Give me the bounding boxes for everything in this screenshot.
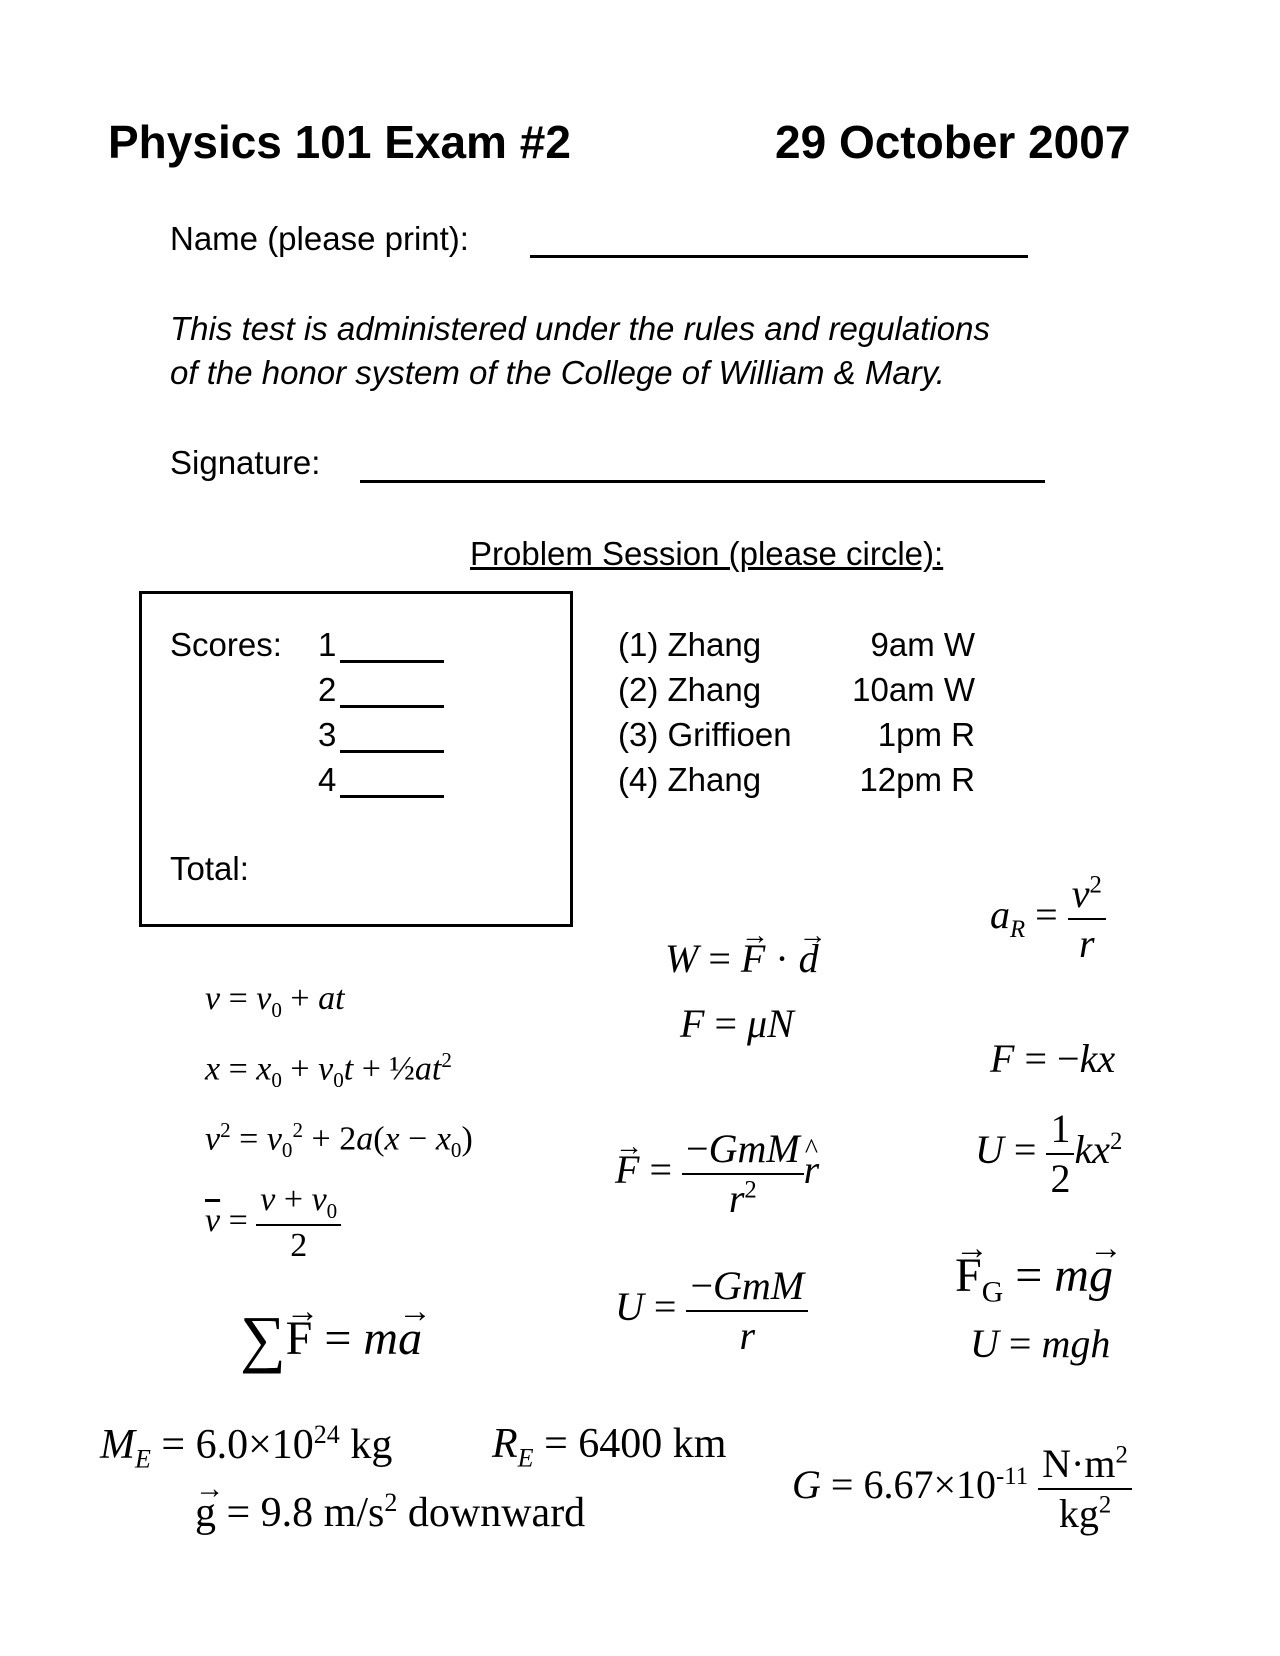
equation-centripetal: $a_R$ = $\frac{v^2}{r}$ (990, 870, 1106, 968)
scores-label: Scores: (170, 626, 282, 663)
constant-gravity-acceleration: → g = 9.8 $m/s^2$ downward (195, 1488, 585, 1537)
exam-title: Physics 101 Exam #2 (108, 116, 571, 168)
session-time-4: 12pm R (859, 761, 975, 798)
honor-statement-line1: This test is administered under the rules and regulations (170, 310, 990, 347)
score-number-3: 3 (318, 716, 337, 753)
equation-velocity-squared: $v^2 = v_0^2 + 2a(x - x_0)$ (205, 1118, 473, 1163)
signature-blank-line[interactable] (360, 480, 1045, 483)
signature-label: Signature: (170, 444, 321, 481)
score-number-2: 2 (318, 671, 337, 708)
session-time-2: 10am W (852, 671, 975, 708)
total-label: Total: (170, 850, 249, 887)
name-label: Name (please print): (170, 220, 469, 257)
equation-position: $x = x_0 + v_0t$ + $\frac{1}{2}at^2$ (205, 1048, 452, 1093)
equation-gravitational-pe: U = mgh (970, 1321, 1111, 1366)
equation-gravitational-force: → F = $\frac{\text{−GmM}}{r^2}$ ^ r (615, 1125, 819, 1223)
session-option-1[interactable]: (1) Zhang (618, 626, 762, 663)
constant-earth-mass: $M_E = 6.0\times 10^{24}$ kg (100, 1420, 393, 1474)
equation-newton-second-law: ∑→ F = m→ a (240, 1302, 422, 1376)
session-time-1: 9am W (870, 626, 975, 663)
score-blank-2[interactable] (340, 705, 444, 708)
session-option-4[interactable]: (4) Zhang (618, 761, 762, 798)
constant-earth-radius: $R_E = 6400$ km (492, 1421, 727, 1473)
score-blank-1[interactable] (340, 660, 444, 663)
equation-hooke-law: F = −kx (990, 1036, 1116, 1081)
equation-weight: → $F_G = m\to g$ (955, 1248, 1113, 1310)
equation-work: W = → F · → d (665, 935, 819, 982)
session-time-3: 1pm R (877, 716, 975, 753)
problem-session-heading: Problem Session (please circle): (470, 535, 944, 572)
equation-spring-energy: U = $\frac{1}{2}$ $kx^2$ (975, 1106, 1123, 1201)
session-option-3[interactable]: (3) Griffioen (618, 716, 792, 753)
constant-gravitational: $G = 6.67\times 10^{-11}$ $\frac{N\cdot m^2}{kg^2}$ (792, 1440, 1132, 1538)
equation-friction: F = μN (680, 1001, 794, 1046)
score-blank-3[interactable] (340, 750, 444, 753)
session-option-2[interactable]: (2) Zhang (618, 671, 762, 708)
equation-average-velocity: $\overline{v}$ = $\frac{v + v_0}{2}$ (205, 1180, 341, 1267)
score-number-1: 1 (318, 626, 337, 663)
equation-gravitational-potential: U = $\frac{\text{−GmM}}{r}$ (615, 1262, 808, 1360)
equation-velocity: $v = v_0$ + at (205, 980, 345, 1022)
score-blank-4[interactable] (340, 795, 444, 798)
honor-statement-line2: of the honor system of the College of William & Mary. (170, 354, 945, 391)
name-blank-line[interactable] (530, 255, 1028, 258)
score-number-4: 4 (318, 761, 337, 798)
exam-date: 29 October 2007 (775, 116, 1131, 168)
